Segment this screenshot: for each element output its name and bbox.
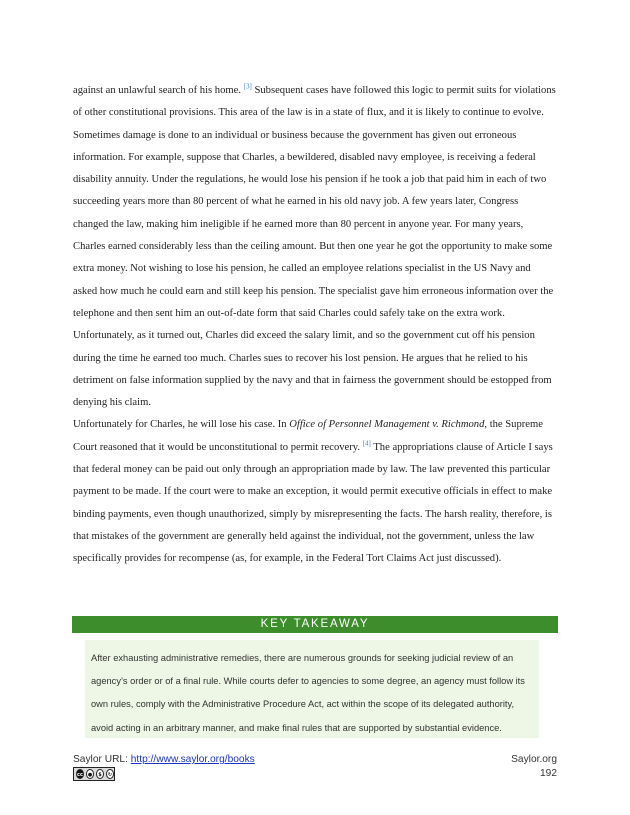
- page-number: 192: [540, 768, 557, 779]
- sa-icon: ↻: [106, 769, 114, 779]
- cc-license-icon[interactable]: [73, 767, 115, 781]
- footnote-ref-4[interactable]: [4]: [362, 439, 371, 448]
- saylor-books-link[interactable]: http://www.saylor.org/books: [130, 754, 255, 765]
- body-text: [73, 80, 556, 571]
- key-takeaway-text: After exhausting administrative remedies, there are numerous grounds for seeking judicial review of an agency’s order or of a final rule. While courts defer to agencies to some degree, an agency must follow its own rules, comply with the Administrative Procedure Act, act within the scope of its delegated authority, avoid acting in an arbitrary manner, and make final rules that are supported by substantial evidence.: [91, 653, 525, 733]
- footer-url: Saylor URL: http://www.saylor.org/books: [73, 754, 255, 765]
- case-name: Office of Personnel Management v. Richmond: [289, 419, 485, 431]
- footnote-ref-3[interactable]: [3]: [243, 82, 252, 91]
- cc-logo-icon: cc: [76, 769, 84, 779]
- paragraph-1: against an unlawful search of his home. [3] Subsequent cases have followed this logic to permit suits for violations of other constitutional provisions. This area of the law is in a state of flux, and it is likely to continue to evolve.: [73, 82, 556, 119]
- key-takeaway-heading: KEY TAKEAWAY: [72, 616, 558, 633]
- footer-right: [511, 753, 557, 781]
- nc-icon: $: [96, 769, 104, 779]
- key-takeaway-box: [85, 640, 539, 738]
- footer-site: Saylor.org: [511, 754, 557, 765]
- paragraph-3: Unfortunately for Charles, he will lose his case. In Office of Personnel Management v. Richmond, the Supreme Court reasoned that it would be unconstitutional to permit recovery. [4] The appropriations clause of Article I says that federal money can be paid out only through an appropriation made by law. The law prevented this particular payment to be made. If the court were to make an exception, it would permit executive officials in effect to make binding payments, even though unauthorized, simply by misrepresenting the facts. The harsh reality, therefore, is that mistakes of the government are generally held against the individual, not the government, unless the law specifically provides for recompense (as, for example, in the Federal Tort Claims Act just discussed).: [73, 419, 553, 565]
- paragraph-2: Sometimes damage is done to an individual or business because the government has given out erroneous information. For example, suppose that Charles, a bewildered, disabled navy employee, is receiving a federal disability annuity. Under the regulations, he would lose his pension if he took a job that paid him in each of two succeeding years more than 80 percent of what he earned in his old navy job. A few years later, Congress changed the law, making him ineligible if he earned more than 80 percent in anyone year. For many years, Charles earned considerably less than the ceiling amount. But then one year he got the opportunity to make some extra money. Not wishing to lose his pension, he called an employee relations specialist in the US Navy and asked how much he could earn and still keep his pension. The specialist gave him erroneous information over the telephone and then sent him an out-of-date form that said Charles could safely take on the extra work. Unfortunately, as it turned out, Charles did exceed the salary limit, and so the government cut off his pension during the time he earned too much. Charles sues to recover his lost pension. He argues that he relied to his detriment on false information supplied by the navy and that in fairness the government should be estopped from denying his claim.: [73, 129, 554, 409]
- by-icon: ●: [86, 769, 94, 779]
